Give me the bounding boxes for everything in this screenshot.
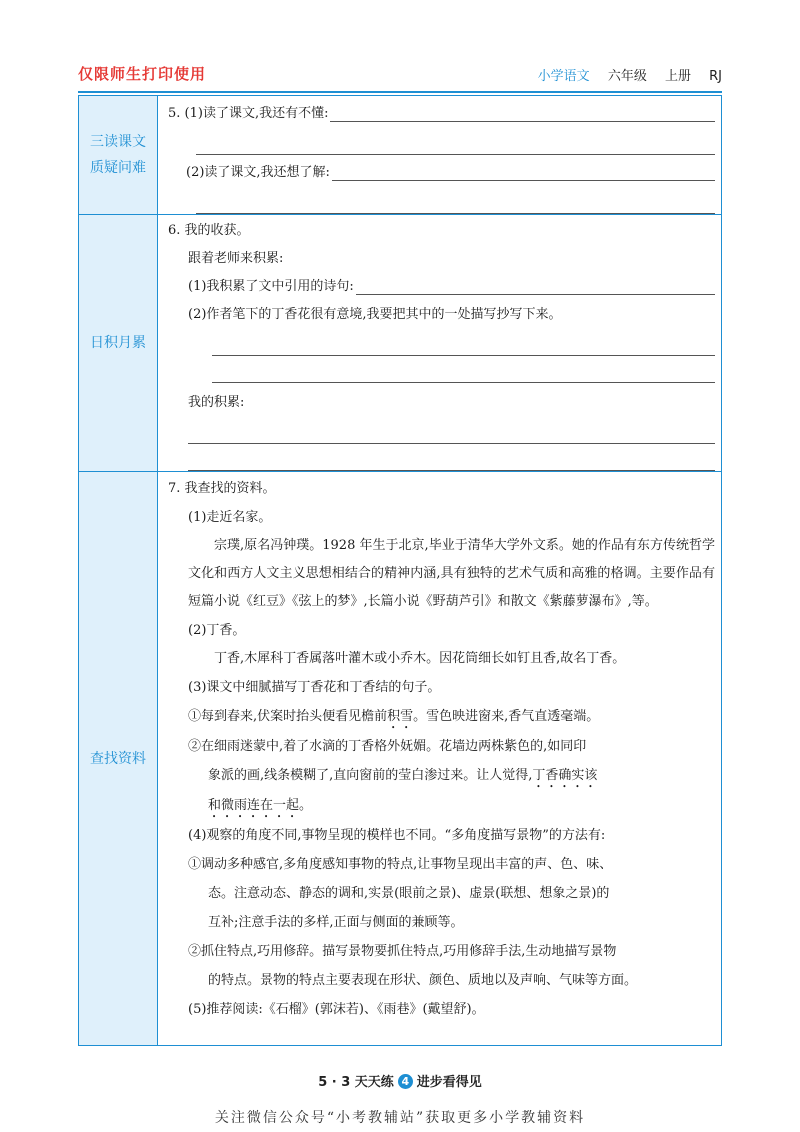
text: 。 xyxy=(299,798,313,813)
section-label-accumulate xyxy=(79,215,158,472)
quote-2-line1: ②在细雨迷蒙中,着了水滴的丁香格外妩媚。花墙边两株紫色的,如同印 xyxy=(188,739,587,754)
question-6-1: (1)我积累了文中引用的诗句: xyxy=(188,279,354,294)
question-6: 6. 我的收获。 xyxy=(168,223,250,238)
quote-2-line2 xyxy=(168,761,715,791)
section-content-accumulate xyxy=(158,215,722,472)
section-content-research xyxy=(158,472,722,1046)
question-7: 7. 我查找的资料。 xyxy=(168,481,276,496)
method-2-line2: 的特点。景物的特点主要表现在形状、颜色、质地以及声响、气味等方面。 xyxy=(208,973,638,988)
answer-line[interactable] xyxy=(212,356,715,383)
question-5-2: (2)读了课文,我还想了解: xyxy=(186,165,330,180)
question-6-2: (2)作者笔下的丁香花很有意境,我要把其中的一处描写抄写下来。 xyxy=(188,307,562,322)
my-accumulation: 我的积累: xyxy=(188,395,245,410)
emphasis-text: 丁香确实该 xyxy=(532,768,598,783)
answer-line[interactable] xyxy=(196,128,715,155)
subject-label: 小学语文 xyxy=(537,69,590,84)
method-1-line3: 互补;注意手法的多样,正面与侧面的兼顾等。 xyxy=(208,915,464,930)
edition-label: RJ xyxy=(709,69,722,84)
footer-suffix: 进步看得见 xyxy=(416,1075,482,1090)
section-label-research xyxy=(79,472,158,1046)
label-line: 质疑问难 xyxy=(90,160,146,176)
section-label-reading xyxy=(79,96,158,215)
part-5-reading: (5)推荐阅读:《石榴》(郭沫若)、《雨巷》(戴望舒)。 xyxy=(188,1002,485,1017)
text: 。雪色映进窗来,香气直透毫端。 xyxy=(413,709,600,724)
grade-label: 六年级 xyxy=(607,69,647,84)
method-1-line1: ①调动多种感官,多角度感知事物的特点,让事物呈现出丰富的声、色、味、 xyxy=(188,857,613,872)
part-1-title: (1)走近名家。 xyxy=(188,510,272,525)
answer-line[interactable] xyxy=(332,160,715,181)
answer-line[interactable] xyxy=(188,444,715,471)
answer-line[interactable] xyxy=(356,274,715,295)
label-line: 三读课文 xyxy=(90,134,146,150)
lilac-intro: 丁香,木犀科丁香属落叶灌木或小乔木。因花筒细长如钉且香,故名丁香。 xyxy=(214,651,626,666)
answer-line[interactable] xyxy=(212,329,715,356)
answer-line[interactable] xyxy=(188,417,715,444)
answer-line[interactable] xyxy=(330,101,715,122)
part-4-title: (4)观察的角度不同,事物呈现的模样也不同。“多角度描写景物”的方法有: xyxy=(188,828,606,843)
quote-2-line3 xyxy=(168,791,715,821)
emphasis-text: 积雪 xyxy=(387,709,414,724)
text: 象派的画,线条模糊了,直向窗前的莹白渗过来。让人觉得, xyxy=(208,768,533,783)
intro-text: 跟着老师来积累: xyxy=(188,251,284,266)
author-bio: 宗璞,原名冯钟璞。1928 年生于北京,毕业于清华大学外文系。她的作品有东方传统哲学文化和西方人文主义思想相结合的精神内涵,具有独特的艺术气质和高雅的格调。主要作品有短篇小说《红豆》《弦上的梦》,长篇小说《野葫芦引》和散文《紫藤萝瀑布》,等。 xyxy=(188,538,715,609)
term-label: 上册 xyxy=(664,69,691,84)
label-line: 查找资料 xyxy=(90,750,146,767)
emphasis-text: 和微雨连在一起 xyxy=(208,798,300,813)
print-notice: 仅限师生打印使用 xyxy=(78,65,207,83)
page-footer xyxy=(0,1071,800,1090)
footer-prefix: 5 · 3 天天练 xyxy=(318,1075,394,1090)
part-2-title: (2)丁香。 xyxy=(188,623,246,638)
method-1-line2: 态。注意动态、静态的调和,实景(眼前之景)、虚景(联想、想象之景)的 xyxy=(208,886,610,901)
section-content-reading xyxy=(158,96,722,215)
answer-line[interactable] xyxy=(196,187,715,214)
page-number-badge: 4 xyxy=(398,1074,413,1089)
bottom-note: 关注微信公众号“小考教辅站”获取更多小学教辅资料 xyxy=(214,1110,586,1126)
book-info xyxy=(538,65,722,84)
method-2-line1: ②抓住特点,巧用修辞。描写景物要抓住特点,巧用修辞手法,生动地描写景物 xyxy=(188,944,617,959)
header-divider xyxy=(78,91,722,93)
text: ①每到春来,伏案时抬头便看见檐前 xyxy=(188,709,388,724)
part-3-title: (3)课文中细腻描写丁香花和丁香结的句子。 xyxy=(188,680,441,695)
quote-1 xyxy=(168,702,715,732)
label-line: 日积月累 xyxy=(90,335,146,351)
worksheet-table xyxy=(78,95,722,1046)
question-5-1: 5. (1)读了课文,我还有不懂: xyxy=(168,106,329,121)
